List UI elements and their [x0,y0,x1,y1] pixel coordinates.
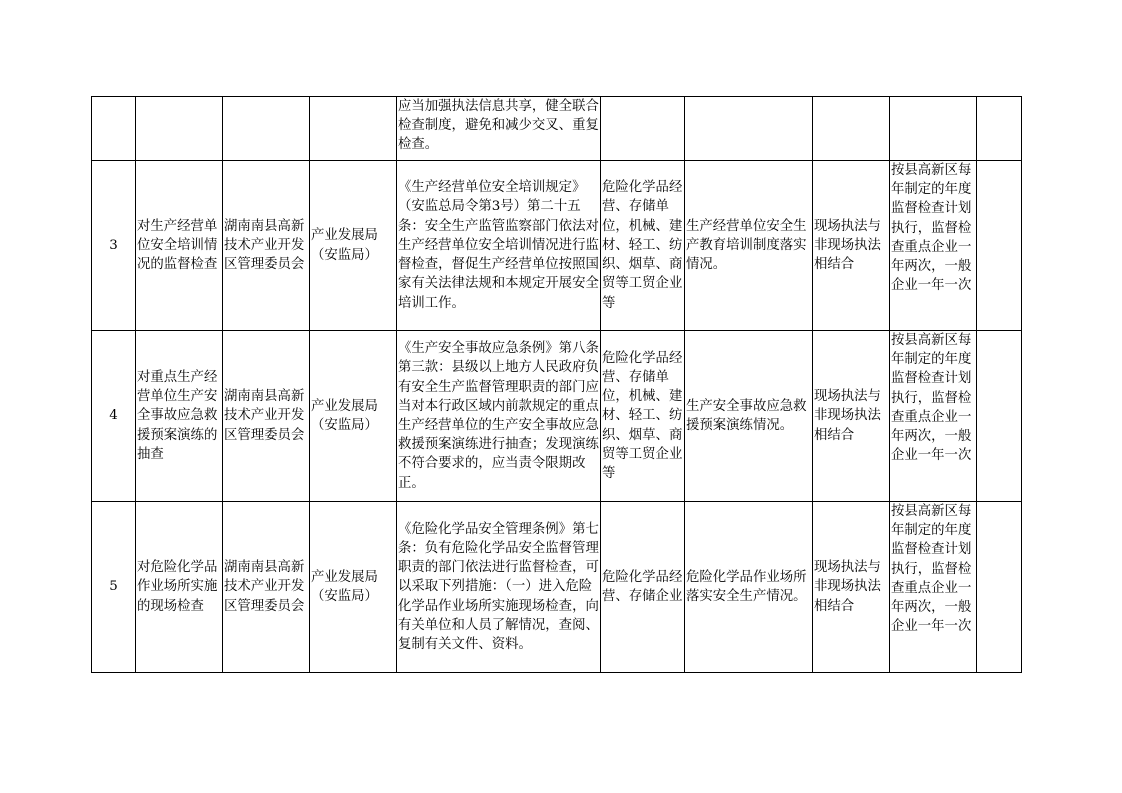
method-cell: 现场执法与非现场执法相结合 [813,331,890,502]
basis-cell: 《生产经营单位安全培训规定》（安监总局令第3号）第二十五条：安全生产监管监察部门依法对生产经营单位安全培训情况进行监督检查，督促生产经营单位按照国家有关法律法规和本规定开展安全培训工作。 [397,161,601,331]
method-cell [813,97,890,161]
subject-cell: 湖南南县高新技术产业开发区管理委员会 [223,161,310,331]
dept-cell [310,97,397,161]
method-cell: 现场执法与非现场执法相结合 [813,502,890,673]
item-cell [136,97,223,161]
frequency-cell [890,97,977,161]
subject-cell: 湖南南县高新技术产业开发区管理委员会 [223,502,310,673]
object-cell: 危险化学品经营、存储单位，机械、建材、轻工、纺织、烟草、商贸等工贸企业等 [601,331,685,502]
table-row [92,161,1022,331]
dept-cell: 产业发展局（安监局） [310,331,397,502]
seq-cell [92,97,136,161]
frequency-cell: 按县高新区每年制定的年度监督检查计划执行，监督检查重点企业一年两次，一般企业一年一次 [890,331,977,502]
dept-cell: 产业发展局（安监局） [310,161,397,331]
remark-cell [977,331,1022,502]
content-cell: 生产经营单位安全生产教育培训制度落实情况。 [685,161,813,331]
frequency-cell: 按县高新区每年制定的年度监督检查计划执行，监督检查重点企业一年两次，一般企业一年一次 [890,161,977,331]
basis-cell: 《生产安全事故应急条例》第八条第三款：县级以上地方人民政府负有安全生产监督管理职责的部门应当对本行政区域内前款规定的重点生产经营单位的生产安全事故应急救援预案演练进行抽查；发现演练不符合要求的，应当责令限期改正。 [397,331,601,502]
remark-cell [977,97,1022,161]
item-cell: 对危险化学品作业场所实施的现场检查 [136,502,223,673]
table-row [92,331,1022,502]
object-cell: 危险化学品经营、存储单位，机械、建材、轻工、纺织、烟草、商贸等工贸企业等 [601,161,685,331]
table-row [92,502,1022,673]
basis-cell: 应当加强执法信息共享，健全联合检查制度，避免和减少交叉、重复检查。 [397,97,601,161]
basis-cell: 《危险化学品安全管理条例》第七条：负有危险化学品安全监督管理职责的部门依法进行监督检查，可以采取下列措施：（一）进入危险化学品作业场所实施现场检查，向有关单位和人员了解情况，查阅、复制有关文件、资料。 [397,502,601,673]
seq-cell: 3 [92,161,136,331]
content-cell: 生产安全事故应急救援预案演练情况。 [685,331,813,502]
item-cell: 对生产经营单位安全培训情况的监督检查 [136,161,223,331]
regulation-table [91,96,1022,673]
content-cell [685,97,813,161]
remark-cell [977,502,1022,673]
object-cell [601,97,685,161]
table-row [92,97,1022,161]
item-cell: 对重点生产经营单位生产安全事故应急救援预案演练的抽查 [136,331,223,502]
content-cell: 危险化学品作业场所落实安全生产情况。 [685,502,813,673]
seq-cell: 5 [92,502,136,673]
frequency-cell: 按县高新区每年制定的年度监督检查计划执行，监督检查重点企业一年两次，一般企业一年一次 [890,502,977,673]
dept-cell: 产业发展局（安监局） [310,502,397,673]
remark-cell [977,161,1022,331]
object-cell: 危险化学品经营、存储企业 [601,502,685,673]
method-cell: 现场执法与非现场执法相结合 [813,161,890,331]
seq-cell: 4 [92,331,136,502]
subject-cell: 湖南南县高新技术产业开发区管理委员会 [223,331,310,502]
subject-cell [223,97,310,161]
